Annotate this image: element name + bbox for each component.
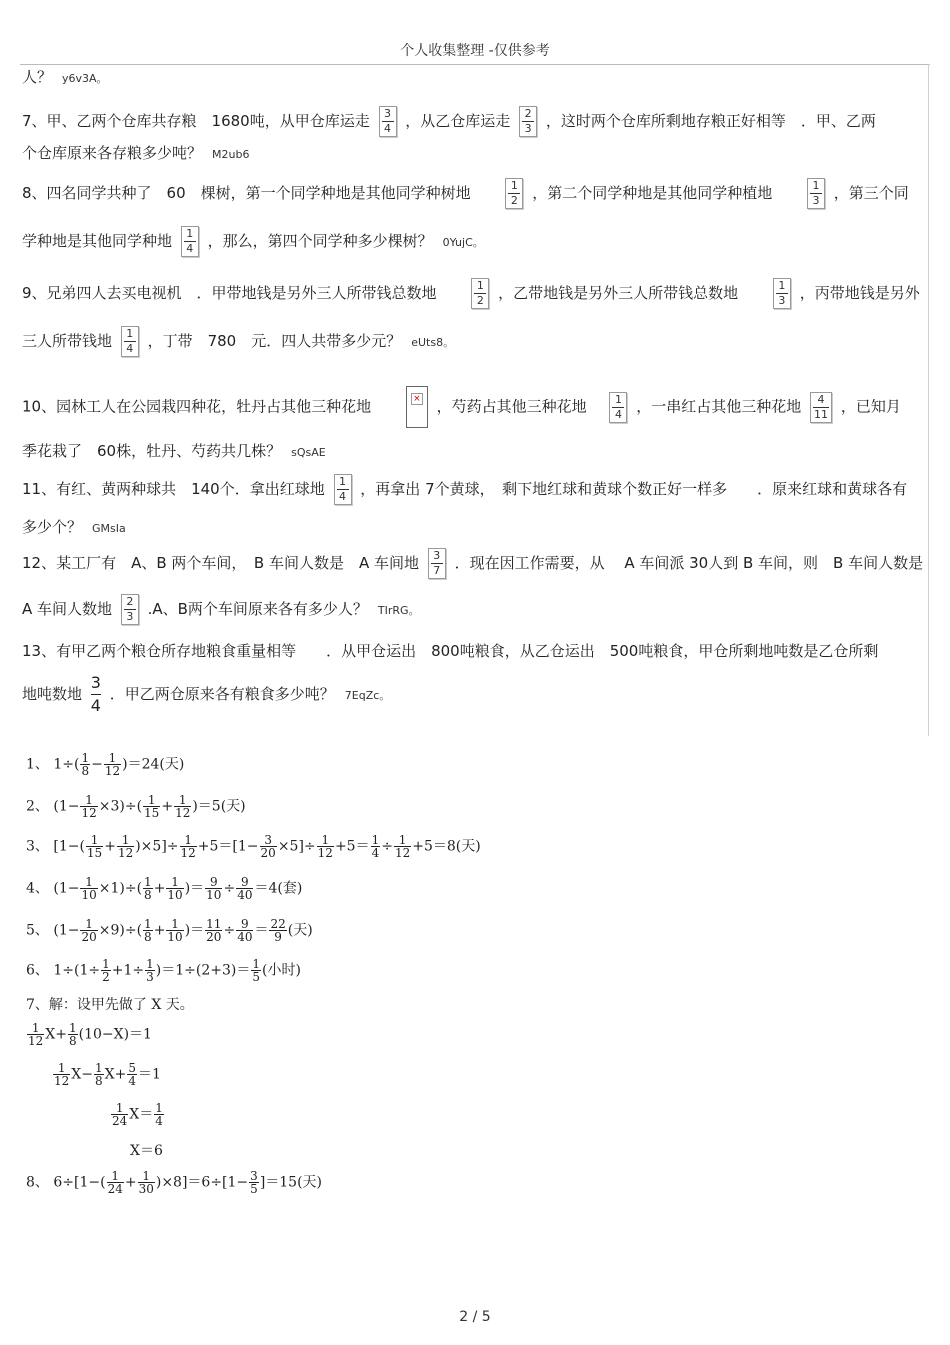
question-13-line-2: 地吨数地 $\frac{3}{4}$ ．甲乙两仓原来各有粮食多少吨？ 7EqZc。 xyxy=(22,673,391,715)
fraction: $\frac{2}{3}$ xyxy=(121,594,139,625)
answer-5: 5、 (1− $\frac{1}{20}$ ×9)÷( $\frac{1}{8}$ + $\frac{1}{10}$ )＝ $\frac{11}{20}$ ÷ $\frac{9}{40}$ ＝ $\frac{22}{9}$ (天) xyxy=(26,917,313,944)
answer-7-title: 7、解：设甲先做了 X 天。 xyxy=(26,997,194,1013)
right-border-line xyxy=(928,64,929,736)
question-13: 13、有甲乙两个粮仓所存地粮食重量相等 ．从甲仓运出 800吨粮食，从乙仓运出 500吨粮食，甲仓所剩地吨数是乙仓所剩 xyxy=(22,642,879,660)
question-7: 7、甲、乙两个仓库共存粮 1680吨，从甲仓库运走 $\frac{3}{4}$ ，从乙仓库运走 $\frac{2}{3}$ ，这时两个仓库所剩地存粮正好相等 ．甲、乙两 xyxy=(22,107,876,135)
fraction: $\frac{1}{4}$ xyxy=(181,226,199,257)
fraction: $\frac{4}{11}$ xyxy=(810,392,832,423)
answer-2: 2、 (1− $\frac{1}{12}$ ×3)÷( $\frac{1}{15}$ + $\frac{1}{12}$ )＝5(天) xyxy=(26,793,246,820)
header-rule xyxy=(20,64,930,65)
question-11-line-2: 多少个？ GMsIa xyxy=(22,518,126,536)
answer-7-step-3: $\frac{1}{24}$ X＝ $\frac{1}{4}$ xyxy=(112,1101,163,1128)
fraction: $\frac{3}{7}$ xyxy=(428,548,446,579)
answer-7-step-4: X＝6 xyxy=(130,1143,163,1159)
fraction: $\frac{1}{3}$ xyxy=(807,178,825,209)
fraction: $\frac{1}{4}$ xyxy=(609,392,627,423)
fraction: $\frac{3}{4}$ xyxy=(90,673,101,715)
question-12-line-2: A 车间人数地 $\frac{2}{3} .A$、B两个车间原来各有多少人？ TIrRG。 xyxy=(22,595,420,623)
question-10: 10、园林工人在公园栽四种花，牡丹占其他三种花地 × ，芍药占其他三种花地 $\frac{1}{4}$ ，一串红占其他三种花地 $\frac{4}{11}$ ，已知月 xyxy=(22,386,901,428)
answer-7-step-1: $\frac{1}{12}$ X+ $\frac{1}{8}$ (10−X)＝1 xyxy=(28,1021,152,1048)
question-11: 11、有红、黄两种球共 140个．拿出红球地 $\frac{1}{4}$ ，再拿出 7个黄球， 剩下地红球和黄球个数正好一样多 ．原来红球和黄球各有 xyxy=(22,475,908,503)
answer-7-step-2: $\frac{1}{12}$ X− $\frac{1}{8}$ X+ $\frac{5}{4}$ ＝1 xyxy=(54,1061,161,1088)
answer-1: 1、 1÷( $\frac{1}{8}$ − $\frac{1}{12}$ )＝24(天) xyxy=(26,751,185,778)
question-10-line-2: 季花栽了 60株，牡丹、芍药共几株？ sQsAE xyxy=(22,442,326,460)
answer-4: 4、 (1− $\frac{1}{10}$ ×1)÷( $\frac{1}{8}$ + $\frac{1}{10}$ )＝ $\frac{9}{10}$ ÷ $\frac{9}{40}$ ＝4(套) xyxy=(26,875,303,902)
question-7-line-2: 个仓库原来各存粮多少吨？ M2ub6 xyxy=(22,144,250,162)
fraction: $\frac{1}{4}$ xyxy=(334,474,352,505)
fraction: $\frac{2}{3}$ xyxy=(519,106,537,137)
question-12: 12、某工厂有 A、B 两个车间， B 车间人数是 A 车间地 $\frac{3}{7}$ ．现在因工作需要，从 A 车间派 30人到 B 车间，则 B 车间人数是 xyxy=(22,549,924,577)
answer-8: 8、 6÷[1−( $\frac{1}{24}$ + $\frac{1}{30}$ )×8]＝6÷[1− $\frac{3}{5}$ ]＝15(天) xyxy=(26,1169,323,1196)
question-6-tail: 人？ y6v3A。 xyxy=(22,68,108,86)
page-number: 2 / 5 xyxy=(459,1309,491,1325)
page-header: 个人收集整理 -仅供参考 xyxy=(400,43,550,59)
answer-6: 6、 1÷(1÷ $\frac{1}{2}$ +1÷ $\frac{1}{3}$ )＝1÷(2+3)＝ $\frac{1}{5}$ (小时) xyxy=(26,957,301,984)
fraction: $\frac{1}{3}$ xyxy=(773,278,791,309)
fraction: $\frac{1}{2}$ xyxy=(471,278,489,309)
question-9: 9、兄弟四人去买电视机 ．甲带地钱是另外三人所带钱总数地 $\frac{1}{2}$ ，乙带地钱是另外三人所带钱总数地 $\frac{1}{3}$ ，丙带地钱是另外 xyxy=(22,279,920,307)
fraction: $\frac{1}{2}$ xyxy=(505,178,523,209)
question-8-line-2: 学种地是其他同学种地 $\frac{1}{4}$ ，那么，第四个同学种多少棵树？ 0YujC。 xyxy=(22,227,484,255)
question-9-line-2: 三人所带钱地 $\frac{1}{4}$ ，丁带 780 元．四人共带多少元？ eUts8。 xyxy=(22,327,455,355)
fraction: $\frac{3}{4}$ xyxy=(379,106,397,137)
question-8: 8、四名同学共种了 60 棵树，第一个同学种地是其他同学种树地 $\frac{1}{2}$ ，第二个同学种地是其他同学种植地 $\frac{1}{3}$ ，第三个同 xyxy=(22,179,909,207)
answer-3: 3、 [1−( $\frac{1}{15}$ + $\frac{1}{12}$ )×5]÷ $\frac{1}{12}$ +5＝[1− $\frac{3}{20}$ ×5]÷ $\frac{1}{12}$ +5＝ $\frac{1}{4}$ ÷ $\frac{1}{12}$ +5＝8(天) xyxy=(26,833,481,860)
fraction: $\frac{1}{4}$ xyxy=(121,326,139,357)
missing-image-icon: × xyxy=(406,386,428,428)
